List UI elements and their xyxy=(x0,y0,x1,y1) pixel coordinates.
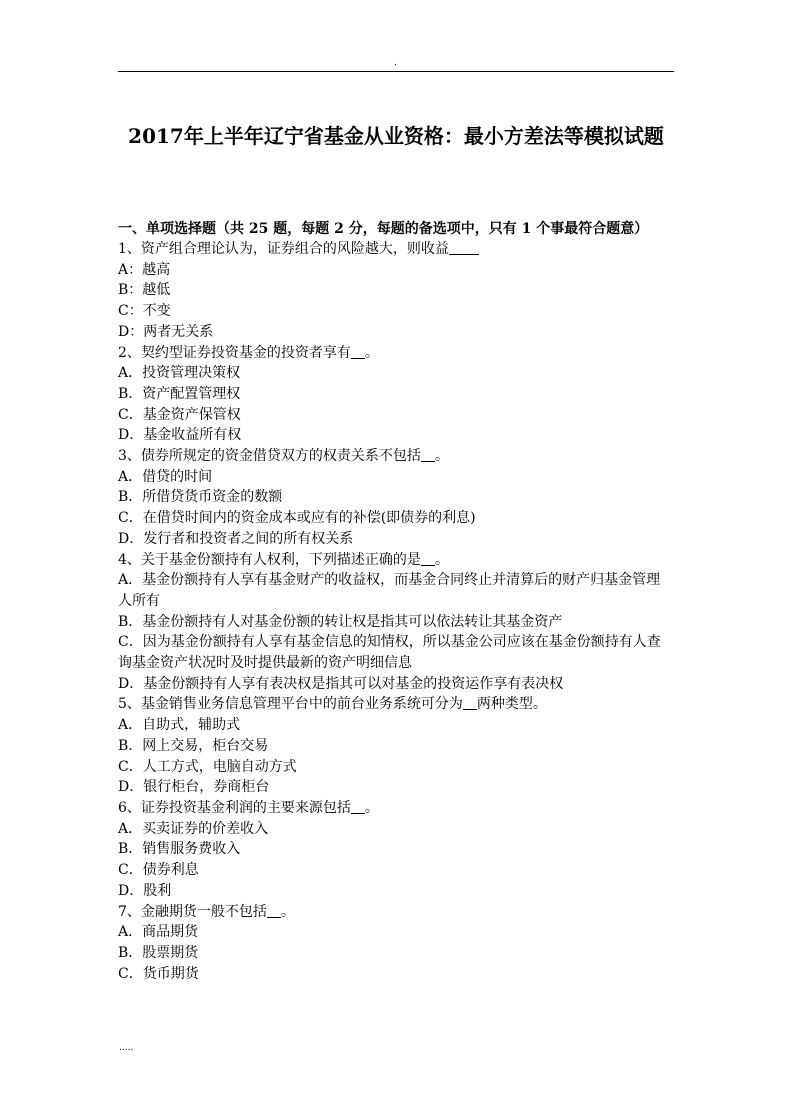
option: D．基金份额持有人享有表决权是指其可以对基金的投资运作享有表决权 xyxy=(118,675,564,692)
header-dot: . xyxy=(394,58,397,68)
option: C．货币期货 xyxy=(118,965,199,982)
answer-blank xyxy=(421,447,435,462)
answer-blank xyxy=(421,551,435,566)
option: C：不变 xyxy=(118,303,171,320)
option: C．债券利息 xyxy=(118,862,199,879)
option: B．销售服务费收入 xyxy=(118,841,241,858)
option: B．基金份额持有人对基金份额的转让权是指其可以依法转让其基金资产 xyxy=(118,613,563,630)
footer-dots: ..... xyxy=(119,1043,134,1053)
question-stem: 4、关于基金份额持有人权利，下列描述正确的是 。 xyxy=(118,551,449,568)
option: B．所借贷货币资金的数额 xyxy=(118,489,283,506)
option: B：越低 xyxy=(118,282,171,299)
option: A．基金份额持有人享有基金财产的收益权，而基金合同终止并清算后的财产归基金管理人所有 xyxy=(118,572,661,609)
option: B．股票期货 xyxy=(118,944,199,961)
question-stem: 6、证券投资基金利润的主要来源包括 。 xyxy=(118,799,379,816)
header-rule xyxy=(118,71,674,72)
option: A．买卖证券的价差收入 xyxy=(118,820,269,837)
option: A．借贷的时间 xyxy=(118,468,213,485)
option: C．基金资产保管权 xyxy=(118,406,241,423)
answer-blank xyxy=(267,903,281,918)
option: D．股利 xyxy=(118,882,172,899)
question-stem: 1、资产组合理论认为，证券组合的风险越大，则收益 xyxy=(118,239,674,260)
option: B．资产配置管理权 xyxy=(118,385,241,402)
option: A．商品期货 xyxy=(118,924,199,941)
option: D．发行者和投资者之间的所有权关系 xyxy=(118,530,354,547)
option: A．自助式，辅助式 xyxy=(118,717,241,734)
document-body xyxy=(118,219,674,984)
answer-blank xyxy=(351,799,365,814)
question-stem: 5、基金销售业务信息管理平台中的前台业务系统可分为 两种类型。 xyxy=(118,696,547,713)
section-heading: 一、单项选择题（共 25 题，每题 2 分，每题的备选项中，只有 1 个事最符合题意） xyxy=(118,221,649,237)
answer-blank xyxy=(351,344,365,359)
option: D．基金收益所有权 xyxy=(118,427,242,444)
option: D．银行柜台，券商柜台 xyxy=(118,779,270,796)
option: C．人工方式，电脑自动方式 xyxy=(118,758,297,775)
answer-blank xyxy=(449,240,479,255)
question-stem: 2、契约型证券投资基金的投资者享有 。 xyxy=(118,344,379,361)
option: B．网上交易，柜台交易 xyxy=(118,737,269,754)
question-stem: 3、债券所规定的资金借贷双方的权责关系不包括 。 xyxy=(118,448,449,465)
document-title: 2017年上半年辽宁省基金从业资格：最小方差法等模拟试题 xyxy=(128,124,664,148)
option: C．因为基金份额持有人享有基金信息的知情权，所以基金公司应该在基金份额持有人查询基金资产状况时及时提供最新的资产明细信息 xyxy=(118,634,661,672)
option: C．在借贷时间内的资金成本或应有的补偿(即债券的利息) xyxy=(118,510,476,527)
option: D：两者无关系 xyxy=(118,323,214,340)
option: A．投资管理决策权 xyxy=(118,365,241,382)
option: A：越高 xyxy=(118,261,171,278)
answer-blank xyxy=(463,695,477,710)
question-stem: 7、金融期货一般不包括 。 xyxy=(118,903,295,920)
